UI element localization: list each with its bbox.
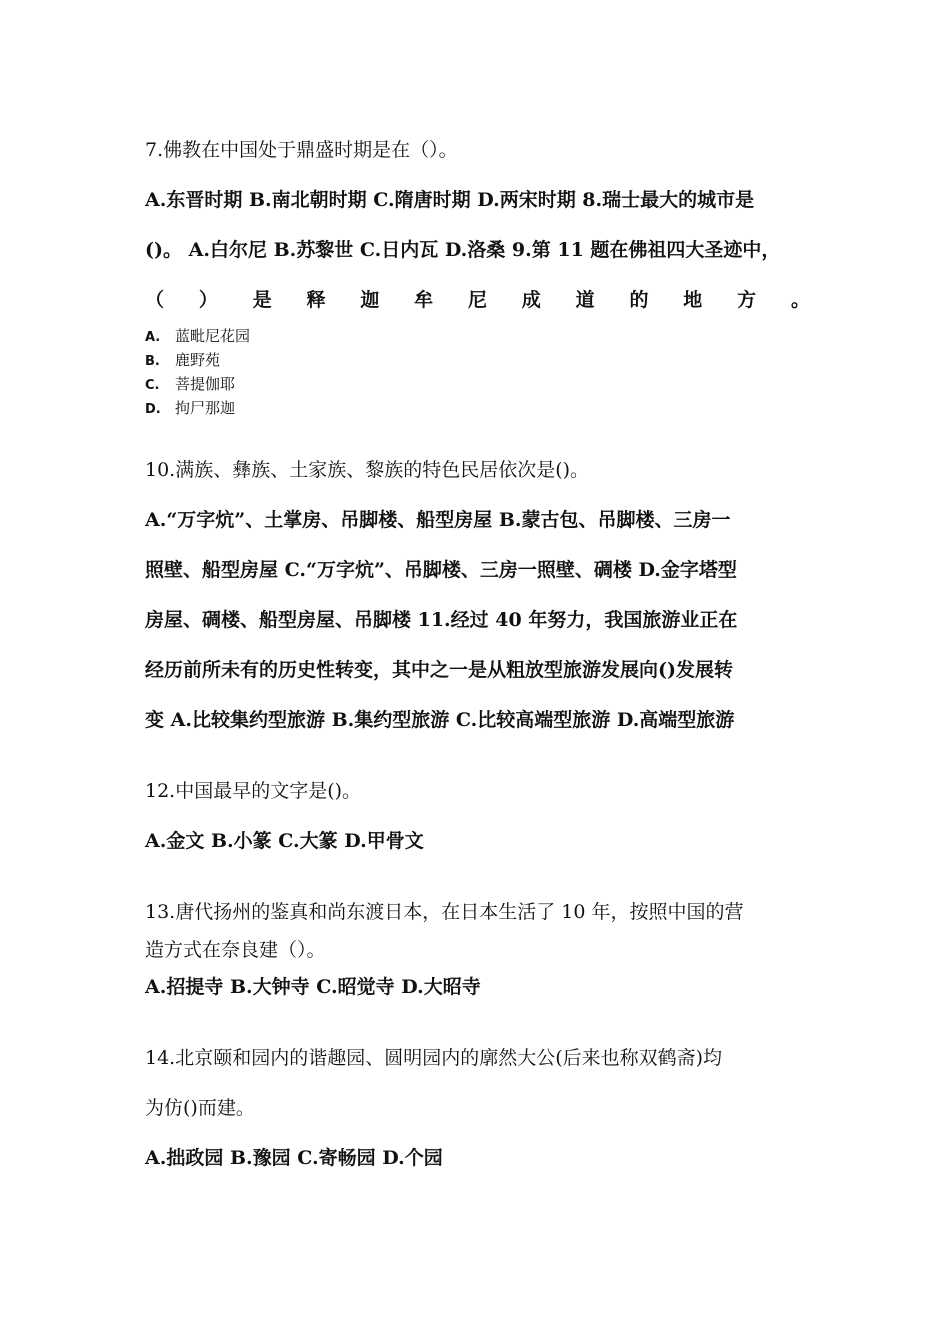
spread-char: 尼 <box>467 289 487 311</box>
option-key: D. <box>145 402 161 417</box>
spread-char: 成 <box>521 289 541 311</box>
question-9-text-line <box>145 287 810 313</box>
q9-option-b <box>145 350 220 372</box>
spread-char: 迦 <box>360 289 380 311</box>
question-10-11-line: 房屋、碉楼、船型房屋、吊脚楼 11.经过 40 年努力，我国旅游业正在 <box>145 609 738 631</box>
question-13-text-line-1: 13.唐代扬州的鉴真和尚东渡日本，在日本生活了 10 年，按照中国的营 <box>145 901 744 923</box>
question-14-options: A.拙政园 B.豫园 C.寄畅园 D.个园 <box>145 1147 443 1169</box>
option-text: 拘尸那迦 <box>175 399 236 417</box>
question-12-text: 12.中国最早的文字是()。 <box>145 780 362 802</box>
option-text: 蓝毗尼花园 <box>175 327 251 345</box>
spread-char: 释 <box>306 289 326 311</box>
question-12-options: A.金文 B.小篆 C.大篆 D.甲骨文 <box>145 830 424 852</box>
question-11-text-line: 经历前所未有的历史性转变，其中之一是从粗放型旅游发展向()发展转 <box>145 659 733 681</box>
spread-char: 是 <box>252 289 272 311</box>
option-text: 菩提伽耶 <box>175 375 236 393</box>
spread-char: ） <box>198 289 218 311</box>
spread-char: 地 <box>683 289 703 311</box>
spread-char: 方 <box>737 289 757 311</box>
question-8-9-options-line: ()。 A.白尔尼 B.苏黎世 C.日内瓦 D.洛桑 9.第 11 题在佛祖四大圣迹中， <box>145 239 781 261</box>
q9-option-d <box>145 398 235 420</box>
spread-char: 的 <box>629 289 649 311</box>
spread-char: （ <box>145 289 165 311</box>
question-10-options-line-2: 照壁、船型房屋 C.“万字炕”、吊脚楼、三房一照壁、碉楼 D.金字塔型 <box>145 559 737 581</box>
question-13-options: A.招提寺 B.大钟寺 C.昭觉寺 D.大昭寺 <box>145 976 481 998</box>
question-13-text-line-2: 造方式在奈良建（）。 <box>145 939 326 961</box>
question-10-options-line-1: A.“万字炕”、土掌房、吊脚楼、船型房屋 B.蒙古包、吊脚楼、三房一 <box>145 509 731 531</box>
question-14-text-line-1: 14.北京颐和园内的谐趣园、圆明园内的廓然大公(后来也称双鹤斋)均 <box>145 1047 723 1069</box>
spread-char: 。 <box>790 289 810 311</box>
question-11-options-line: 变 A.比较集约型旅游 B.集约型旅游 C.比较高端型旅游 D.高端型旅游 <box>145 709 735 731</box>
spread-char: 牟 <box>414 289 434 311</box>
question-7-8-options-line: A.东晋时期 B.南北朝时期 C.隋唐时期 D.两宋时期 8.瑞士最大的城市是 <box>145 189 755 211</box>
question-14-text-line-2: 为仿()而建。 <box>145 1097 255 1119</box>
q9-option-a <box>145 326 250 348</box>
option-text: 鹿野苑 <box>175 351 221 369</box>
q9-option-c <box>145 374 235 396</box>
option-key: B. <box>145 354 160 369</box>
question-7-text: 7.佛教在中国处于鼎盛时期是在（）。 <box>145 139 458 161</box>
spread-char: 道 <box>575 289 595 311</box>
option-key: A. <box>145 330 161 345</box>
option-key: C. <box>145 378 160 393</box>
question-10-text: 10.满族、彝族、土家族、黎族的特色民居依次是()。 <box>145 459 590 481</box>
